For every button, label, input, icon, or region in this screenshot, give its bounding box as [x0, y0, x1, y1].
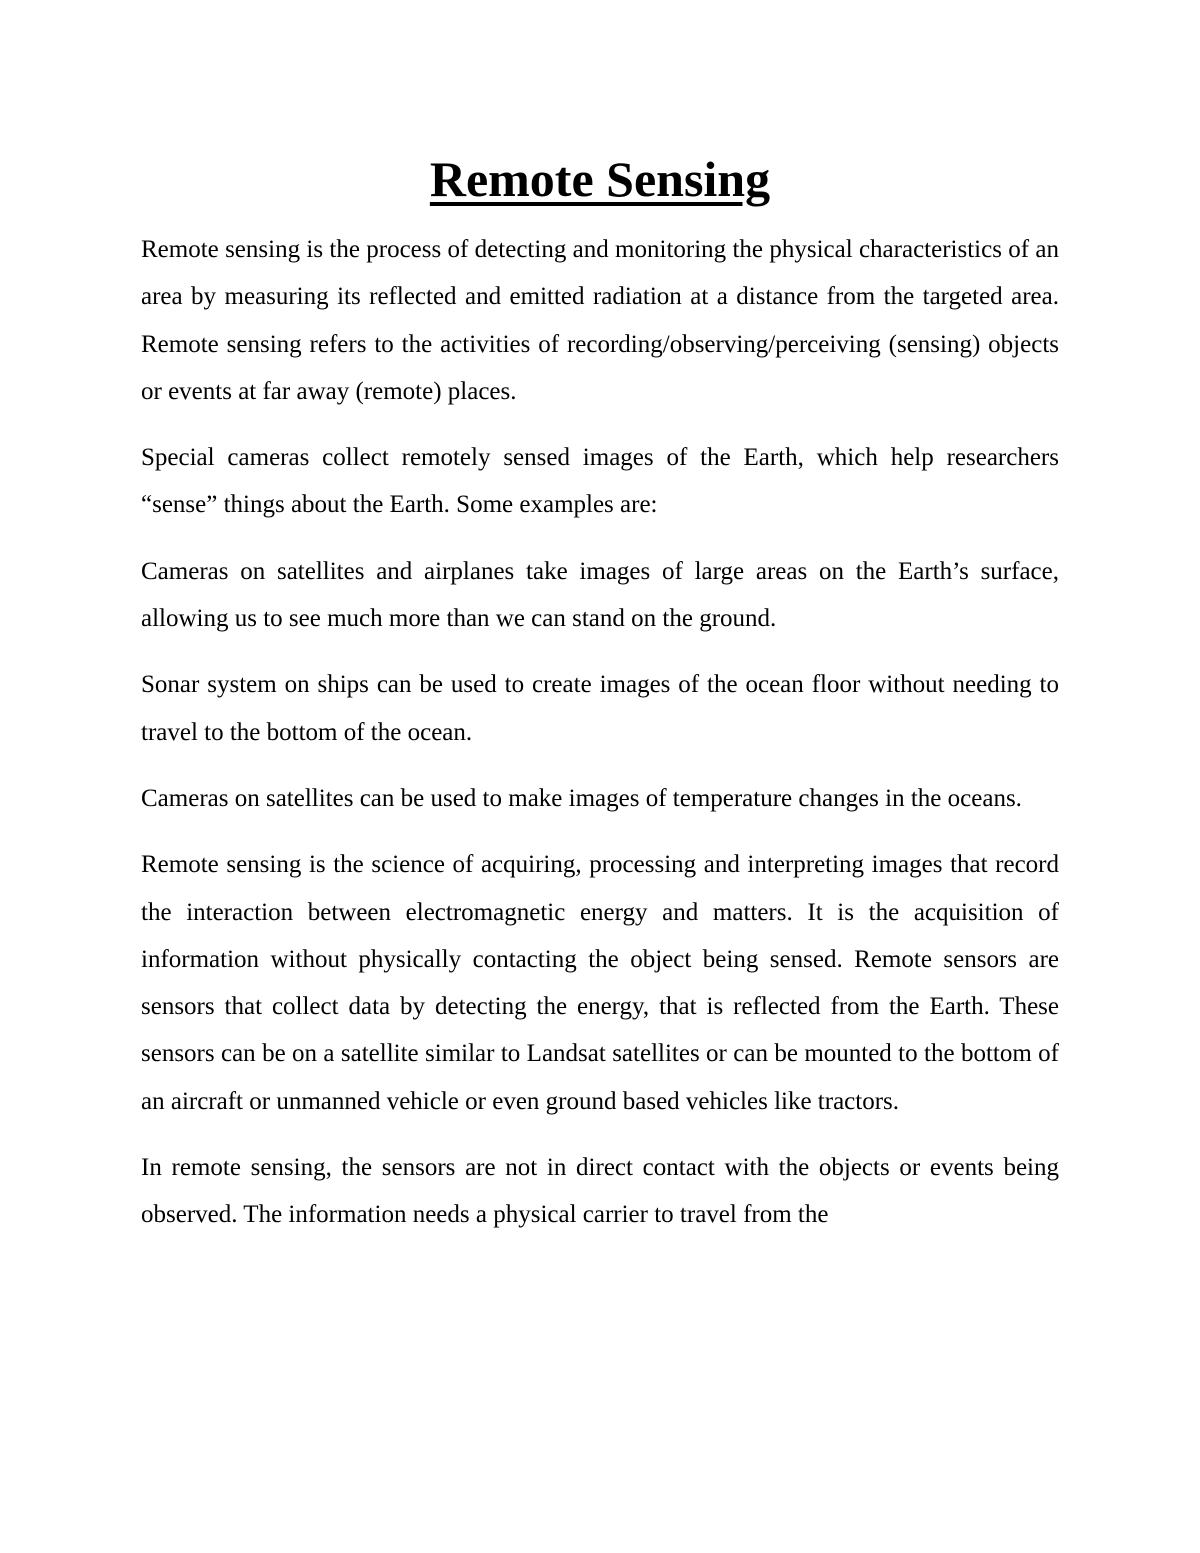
paragraph-example-satellites-airplanes: Cameras on satellites and airplanes take images of large areas on the Earth’s surface, allowing us to see much more than we can stand on the ground.	[141, 557, 1059, 633]
paragraph-example-temperature: Cameras on satellites can be used to make images of temperature changes in the oceans.	[141, 784, 1022, 812]
document-body	[141, 226, 1059, 1258]
page-title	[0, 150, 1200, 208]
paragraph-example-sonar: Sonar system on ships can be used to create images of the ocean floor without needing to travel to the bottom of the ocean.	[141, 671, 1059, 746]
page-title-text: Remote Sensing	[429, 151, 771, 207]
paragraph-science: Remote sensing is the science of acquiring, processing and interpreting images that record the interaction between electromagnetic energy and matters. It is the acquisition of information without physically contacting the object being sensed. Remote sensors are sensors that collect data by detecting the energy, that is reflected from the Earth. These sensors can be on a satellite similar to Landsat satellites or can be mounted to the bottom of an aircraft or unmanned vehicle or even ground based vehicles like tractors.	[141, 851, 1059, 1115]
paragraph-definition: Remote sensing is the process of detecting and monitoring the physical characteristics of an area by measuring its reflected and emitted radiation at a distance from the targeted area. Remote sensing refers to the activities of recording/observing/perceiving (sensing) objects or events at far away (remote) places.	[141, 236, 1059, 405]
paragraph-sensors-contact: In remote sensing, the sensors are not in direct contact with the objects or events being observed. The information needs a physical carrier to travel from the	[141, 1154, 1059, 1229]
paragraph-special-cameras: Special cameras collect remotely sensed images of the Earth, which help researchers “sense” things about the Earth. Some examples are:	[141, 444, 1059, 519]
